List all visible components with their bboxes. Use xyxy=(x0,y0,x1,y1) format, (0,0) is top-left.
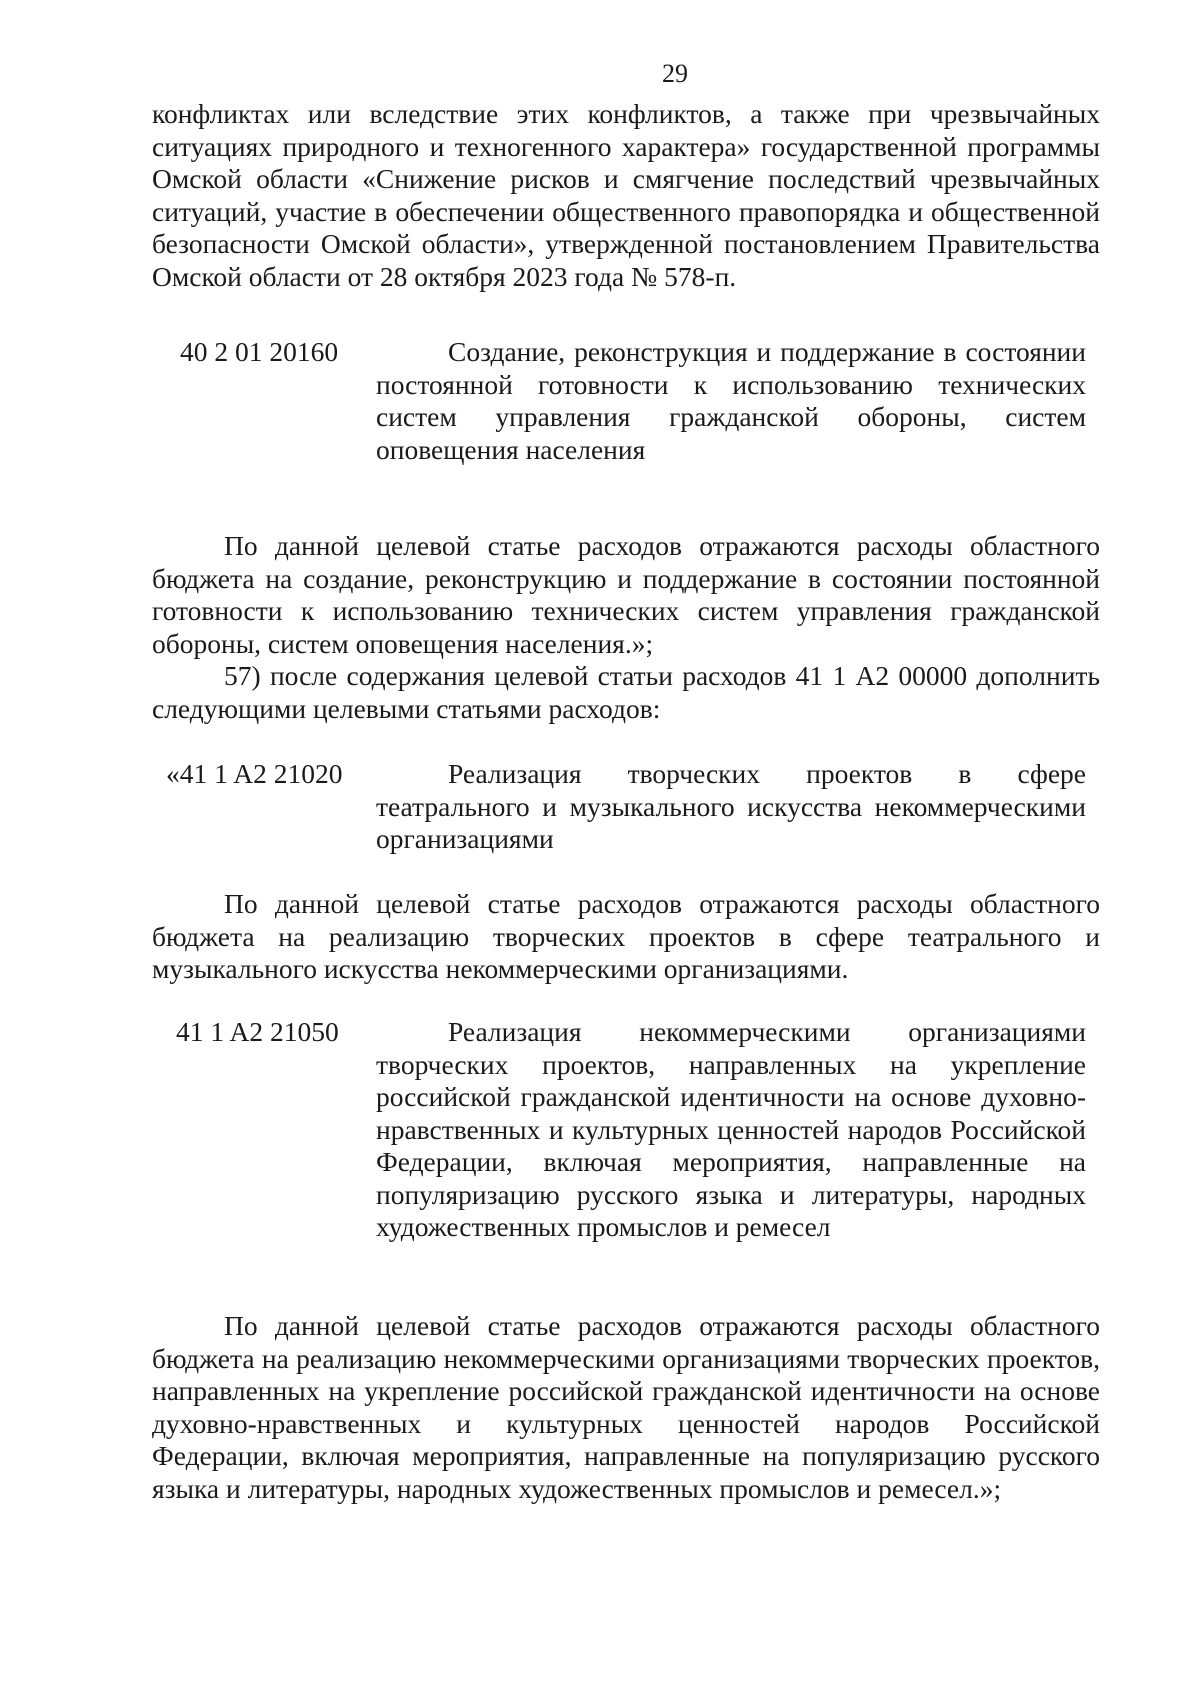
entry-code-40-2-01-20160: 40 2 01 20160 xyxy=(180,336,339,367)
entry-description: Реализация творческих проектов в сфере театрального и музыкального искусства некоммерческими организациями xyxy=(376,758,1086,854)
entry-explanation: По данной целевой статье расходов отражаются расходы областного бюджета на создание, реконструкцию и поддержание в состоянии постоянной готовности к использованию технических систем управления гражданской обороны, систем оповещения населения.»; xyxy=(152,530,1100,659)
entry-description: Реализация некоммерческими организациями творческих проектов, направленных на укрепление российской гражданской идентичности на основе духовно-нравственных и культурных ценностей народов Российской Федерации, включая мероприятия, направленные на популяризацию русского языка и литературы, народных художественных промыслов и ремесел xyxy=(376,1016,1086,1242)
page-number: 29 xyxy=(662,59,688,88)
intro-paragraph: конфликтах или вследствие этих конфликтов, а также при чрезвычайных ситуациях природного и техногенного характера» государственной программы Омской области «Снижение рисков и смягчение последствий чрезвычайных ситуаций, участие в обеспечении общественного правопорядка и общественной безопасности Омской области», утвержденной постановлением Правительства Омской области от 28 октября 2023 года № 578-п. xyxy=(152,98,1100,292)
entry-code-41-1-a2-21020: «41 1 A2 21020 xyxy=(166,758,343,789)
entry-explanation: По данной целевой статье расходов отражаются расходы областного бюджета на реализацию некоммерческими организациями творческих проектов, направленных на укрепление российской гражданской идентичности на основе духовно-нравственных и культурных ценностей народов Российской Федерации, включая мероприятия, направленные на популяризацию русского языка и литературы, народных художественных промыслов и ремесел.»; xyxy=(152,1310,1100,1504)
amendment-item: 57) после содержания целевой статьи расходов 41 1 A2 00000 дополнить следующими целевыми статьями расходов: xyxy=(152,660,1100,724)
entry-description: Создание, реконструкция и поддержание в состоянии постоянной готовности к использованию технических систем управления гражданской обороны, систем оповещения населения xyxy=(376,336,1086,465)
entry-explanation: По данной целевой статье расходов отражаются расходы областного бюджета на реализацию творческих проектов в сфере театрального и музыкального искусства некоммерческими организациями. xyxy=(152,888,1100,984)
entry-code-41-1-a2-21050: 41 1 A2 21050 xyxy=(176,1016,339,1047)
